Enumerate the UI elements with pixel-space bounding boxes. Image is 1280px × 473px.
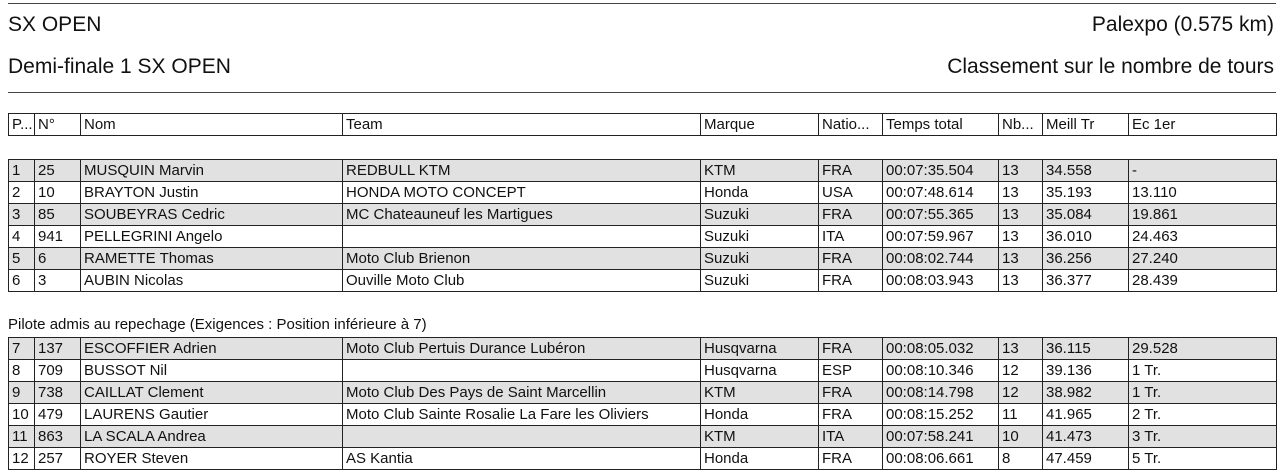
nationality-cell: FRA <box>819 448 883 470</box>
race-title: Demi-finale 1 SX OPEN <box>8 55 231 78</box>
laps-cell: 13 <box>999 248 1043 270</box>
laps-cell: 13 <box>999 204 1043 226</box>
table-row <box>9 204 1277 226</box>
team-cell: AS Kantia <box>343 448 701 470</box>
total-time-cell: 00:07:55.365 <box>883 204 999 226</box>
best-lap-cell: 35.084 <box>1043 204 1129 226</box>
nationality-cell: ITA <box>819 426 883 448</box>
brand-cell: Husqvarna <box>701 338 819 360</box>
total-time-cell: 00:08:14.798 <box>883 382 999 404</box>
laps-cell: 13 <box>999 270 1043 292</box>
name-cell: AUBIN Nicolas <box>81 270 343 292</box>
column-header-cell: Nb... <box>999 114 1043 136</box>
best-lap-cell: 38.982 <box>1043 382 1129 404</box>
laps-cell: 13 <box>999 160 1043 182</box>
table-row <box>9 404 1277 426</box>
column-header-cell: Ec 1er <box>1129 114 1277 136</box>
team-cell: MC Chateauneuf les Martigues <box>343 204 701 226</box>
position-cell: 2 <box>9 182 35 204</box>
venue-label: Palexpo (0.575 km) <box>1091 13 1274 36</box>
gap-cell: 1 Tr. <box>1129 382 1277 404</box>
gap-cell: 27.240 <box>1129 248 1277 270</box>
column-header-cell: Meill Tr <box>1043 114 1129 136</box>
column-header-cell: P... <box>9 114 35 136</box>
team-cell <box>343 226 701 248</box>
best-lap-cell: 36.010 <box>1043 226 1129 248</box>
column-header-cell: N° <box>35 114 81 136</box>
header-rule <box>8 92 1276 93</box>
position-cell: 7 <box>9 338 35 360</box>
best-lap-cell: 41.965 <box>1043 404 1129 426</box>
laps-cell: 13 <box>999 182 1043 204</box>
gap-cell: 28.439 <box>1129 270 1277 292</box>
table-row <box>9 182 1277 204</box>
gap-cell: - <box>1129 160 1277 182</box>
top-rule <box>8 3 1276 4</box>
number-cell: 709 <box>35 360 81 382</box>
laps-cell: 13 <box>999 226 1043 248</box>
table-row <box>9 426 1277 448</box>
gap-cell: 5 Tr. <box>1129 448 1277 470</box>
column-header-cell: Team <box>343 114 701 136</box>
total-time-cell: 00:07:58.241 <box>883 426 999 448</box>
best-lap-cell: 36.377 <box>1043 270 1129 292</box>
best-lap-cell: 34.558 <box>1043 160 1129 182</box>
table-row <box>9 338 1277 360</box>
position-cell: 6 <box>9 270 35 292</box>
table-row <box>9 270 1277 292</box>
name-cell: MUSQUIN Marvin <box>81 160 343 182</box>
name-cell: CAILLAT Clement <box>81 382 343 404</box>
gap-cell: 19.861 <box>1129 204 1277 226</box>
gap-cell: 3 Tr. <box>1129 426 1277 448</box>
column-header-row <box>9 114 1277 136</box>
best-lap-cell: 36.256 <box>1043 248 1129 270</box>
best-lap-cell: 47.459 <box>1043 448 1129 470</box>
brand-cell: KTM <box>701 426 819 448</box>
name-cell: RAMETTE Thomas <box>81 248 343 270</box>
nationality-cell: FRA <box>819 160 883 182</box>
nationality-cell: ESP <box>819 360 883 382</box>
position-cell: 11 <box>9 426 35 448</box>
number-cell: 479 <box>35 404 81 426</box>
laps-cell: 11 <box>999 404 1043 426</box>
total-time-cell: 00:07:35.504 <box>883 160 999 182</box>
brand-cell: Husqvarna <box>701 360 819 382</box>
brand-cell: Suzuki <box>701 226 819 248</box>
brand-cell: KTM <box>701 382 819 404</box>
team-cell: Moto Club Pertuis Durance Lubéron <box>343 338 701 360</box>
table-row <box>9 448 1277 470</box>
brand-cell: Suzuki <box>701 270 819 292</box>
brand-cell: Honda <box>701 448 819 470</box>
best-lap-cell: 36.115 <box>1043 338 1129 360</box>
results-table-repechage <box>8 337 1277 470</box>
name-cell: BUSSOT Nil <box>81 360 343 382</box>
nationality-cell: ITA <box>819 226 883 248</box>
team-cell <box>343 426 701 448</box>
best-lap-cell: 35.193 <box>1043 182 1129 204</box>
team-cell: Moto Club Des Pays de Saint Marcellin <box>343 382 701 404</box>
team-cell: REDBULL KTM <box>343 160 701 182</box>
number-cell: 863 <box>35 426 81 448</box>
nationality-cell: FRA <box>819 270 883 292</box>
table-row <box>9 226 1277 248</box>
number-cell: 6 <box>35 248 81 270</box>
column-header-cell: Nom <box>81 114 343 136</box>
total-time-cell: 00:08:10.346 <box>883 360 999 382</box>
gap-cell: 1 Tr. <box>1129 360 1277 382</box>
position-cell: 9 <box>9 382 35 404</box>
column-header-cell: Marque <box>701 114 819 136</box>
nationality-cell: FRA <box>819 338 883 360</box>
best-lap-cell: 39.136 <box>1043 360 1129 382</box>
position-cell: 5 <box>9 248 35 270</box>
laps-cell: 10 <box>999 426 1043 448</box>
nationality-cell: FRA <box>819 382 883 404</box>
team-cell: Ouville Moto Club <box>343 270 701 292</box>
table-row <box>9 360 1277 382</box>
name-cell: SOUBEYRAS Cedric <box>81 204 343 226</box>
total-time-cell: 00:08:03.943 <box>883 270 999 292</box>
results-table-qualified <box>8 159 1277 292</box>
position-cell: 8 <box>9 360 35 382</box>
nationality-cell: FRA <box>819 248 883 270</box>
nationality-cell: FRA <box>819 204 883 226</box>
number-cell: 85 <box>35 204 81 226</box>
position-cell: 4 <box>9 226 35 248</box>
column-header-table <box>8 113 1277 136</box>
event-title: SX OPEN <box>8 13 102 36</box>
brand-cell: Suzuki <box>701 204 819 226</box>
brand-cell: Honda <box>701 404 819 426</box>
nationality-cell: USA <box>819 182 883 204</box>
table-row <box>9 248 1277 270</box>
number-cell: 10 <box>35 182 81 204</box>
laps-cell: 12 <box>999 382 1043 404</box>
position-cell: 10 <box>9 404 35 426</box>
gap-cell: 29.528 <box>1129 338 1277 360</box>
gap-cell: 13.110 <box>1129 182 1277 204</box>
column-header-cell: Natio... <box>819 114 883 136</box>
table-row <box>9 160 1277 182</box>
number-cell: 25 <box>35 160 81 182</box>
column-header-cell: Temps total <box>883 114 999 136</box>
name-cell: LA SCALA Andrea <box>81 426 343 448</box>
number-cell: 257 <box>35 448 81 470</box>
nationality-cell: FRA <box>819 404 883 426</box>
total-time-cell: 00:08:06.661 <box>883 448 999 470</box>
total-time-cell: 00:08:02.744 <box>883 248 999 270</box>
name-cell: PELLEGRINI Angelo <box>81 226 343 248</box>
brand-cell: Suzuki <box>701 248 819 270</box>
laps-cell: 12 <box>999 360 1043 382</box>
position-cell: 1 <box>9 160 35 182</box>
total-time-cell: 00:08:15.252 <box>883 404 999 426</box>
name-cell: ROYER Steven <box>81 448 343 470</box>
gap-cell: 24.463 <box>1129 226 1277 248</box>
number-cell: 3 <box>35 270 81 292</box>
brand-cell: Honda <box>701 182 819 204</box>
name-cell: ESCOFFIER Adrien <box>81 338 343 360</box>
team-cell: Moto Club Sainte Rosalie La Fare les Oliviers <box>343 404 701 426</box>
name-cell: BRAYTON Justin <box>81 182 343 204</box>
brand-cell: KTM <box>701 160 819 182</box>
position-cell: 12 <box>9 448 35 470</box>
gap-cell: 2 Tr. <box>1129 404 1277 426</box>
number-cell: 738 <box>35 382 81 404</box>
table-row <box>9 382 1277 404</box>
total-time-cell: 00:08:05.032 <box>883 338 999 360</box>
laps-cell: 13 <box>999 338 1043 360</box>
number-cell: 941 <box>35 226 81 248</box>
team-cell: Moto Club Brienon <box>343 248 701 270</box>
number-cell: 137 <box>35 338 81 360</box>
repechage-note: Pilote admis au repechage (Exigences : Position inférieure à 7) <box>8 316 427 333</box>
ranking-type: Classement sur le nombre de tours <box>947 55 1274 78</box>
best-lap-cell: 41.473 <box>1043 426 1129 448</box>
total-time-cell: 00:07:48.614 <box>883 182 999 204</box>
team-cell: HONDA MOTO CONCEPT <box>343 182 701 204</box>
total-time-cell: 00:07:59.967 <box>883 226 999 248</box>
position-cell: 3 <box>9 204 35 226</box>
laps-cell: 8 <box>999 448 1043 470</box>
team-cell <box>343 360 701 382</box>
name-cell: LAURENS Gautier <box>81 404 343 426</box>
